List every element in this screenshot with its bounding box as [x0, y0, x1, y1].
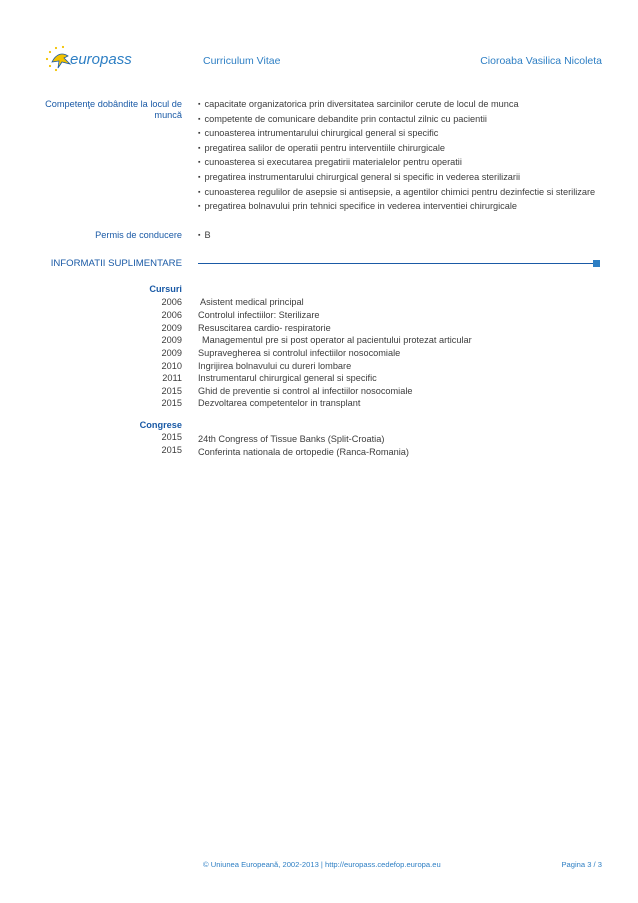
license-label: Permis de conducere — [95, 230, 182, 240]
footer-copyright-link[interactable]: © Uniunea Europeană, 2002-2013 | http://europass.cedefop.europa.eu — [203, 860, 441, 869]
course-title: Supravegherea si controlul infectiilor nosocomiale — [198, 348, 401, 358]
course-year: 2009 — [161, 323, 182, 333]
course-title: Dezvoltarea competentelor in transplant — [198, 398, 361, 408]
course-year: 2010 — [161, 361, 182, 371]
list-item: ▪ cunoasterea si executarea pregatirii materialelor pentru operatii — [198, 156, 595, 171]
course-title: Ghid de preventie si control al infectiilor nosocomiale — [198, 386, 413, 396]
congress-title: 24th Congress of Tissue Banks (Split-Croatia) — [198, 434, 385, 444]
course-year: 2006 — [161, 310, 182, 320]
course-year: 2015 — [161, 398, 182, 408]
list-item: ▪ cunoasterea intrumentarului chirurgical general si specific — [198, 127, 595, 142]
course-year: 2009 — [161, 335, 182, 345]
person-name: Cioroaba Vasilica Nicoleta — [480, 55, 602, 67]
congress-year: 2015 — [161, 445, 182, 455]
congress-title: Conferinta nationala de ortopedie (Ranca-Romania) — [198, 447, 409, 457]
competences-label-line1: Competenţe dobândite la locul de — [45, 99, 182, 109]
course-year: 2015 — [161, 386, 182, 396]
list-item: ▪ pregatirea salilor de operatii pentru interventiile chirurgicale — [198, 142, 595, 157]
list-item: ▪ pregatirea instrumentarului chirurgical general si specific in vederea sterilizarii — [198, 171, 595, 186]
europass-logo-icon — [42, 42, 142, 76]
course-title: Asistent medical principal — [200, 297, 304, 307]
list-item: ▪ competente de comunicare debandite prin contactul zilnic cu pacientii — [198, 113, 595, 128]
section-marker — [593, 260, 600, 267]
course-title: Managementul pre si post operator al pacientului protezat articular — [202, 335, 472, 345]
congress-year: 2015 — [161, 432, 182, 442]
section-divider — [198, 263, 593, 264]
course-title: Ingrijirea bolnavului cu dureri lombare — [198, 361, 352, 371]
section-heading-additional: INFORMATII SUPLIMENTARE — [50, 258, 182, 269]
congress-label: Congrese — [139, 420, 182, 430]
competences-list — [198, 98, 595, 215]
course-year: 2011 — [162, 373, 182, 383]
competences-label-line2: muncă — [154, 110, 182, 120]
footer-page-number: Pagina 3 / 3 — [561, 860, 602, 869]
course-title: Resuscitarea cardio- respiratorie — [198, 323, 331, 333]
list-item: ▪ cunoasterea regulilor de asepsie si antisepsie, a agentilor chimici pentru dezinfectie si sterilizare — [198, 186, 595, 201]
course-year: 2009 — [161, 348, 182, 358]
doc-title: Curriculum Vitae — [203, 55, 281, 67]
list-item: ▪ capacitate organizatorica prin diversitatea sarcinilor cerute de locul de munca — [198, 98, 595, 113]
course-title: Controlul infectiilor: Sterilizare — [198, 310, 320, 320]
europass-logo — [42, 42, 142, 76]
license-value: ▪ B — [198, 229, 211, 244]
list-item: ▪ pregatirea bolnavului prin tehnici specifice in vederea interventiei chirurgicale — [198, 200, 595, 215]
license-list — [198, 229, 211, 244]
logo-text: europass — [70, 51, 132, 68]
competences-label — [22, 99, 182, 121]
course-year: 2006 — [161, 297, 182, 307]
course-title: Instrumentarul chirurgical general si specific — [198, 373, 377, 383]
courses-label: Cursuri — [149, 284, 182, 294]
